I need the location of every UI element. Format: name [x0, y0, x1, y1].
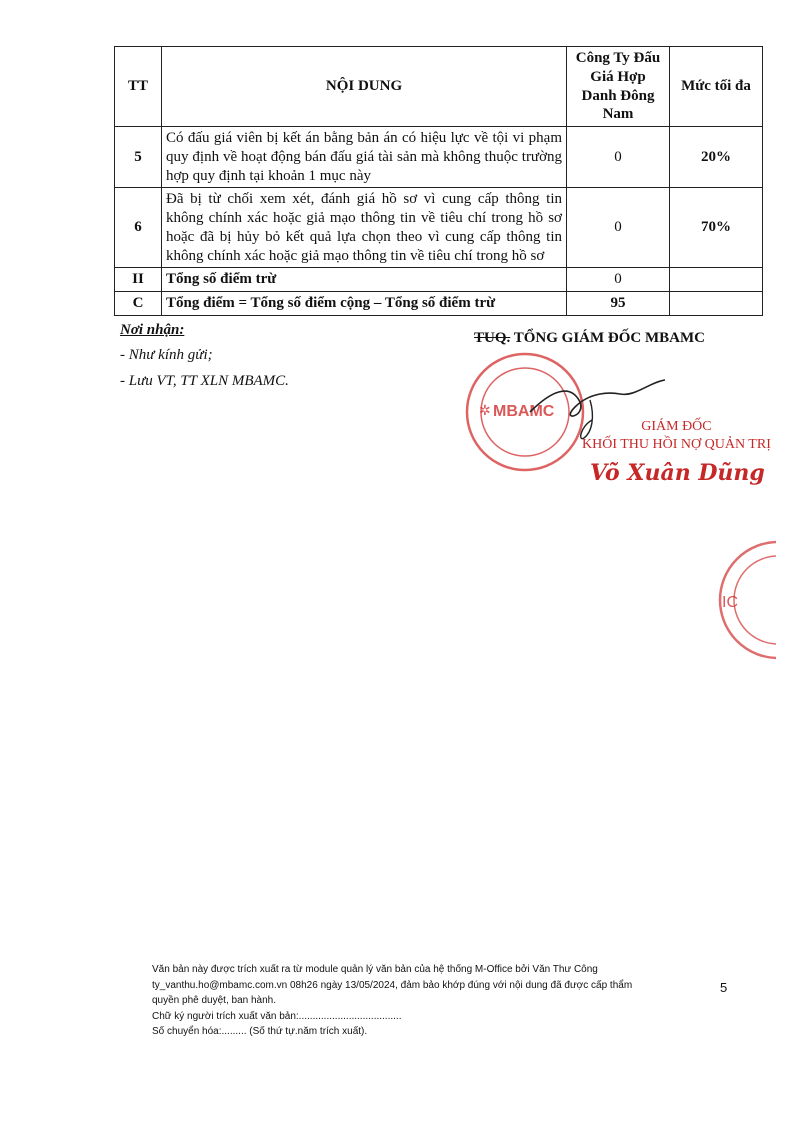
summary-company-score: 95: [567, 292, 670, 316]
signer-role-line1: GIÁM ĐỐC: [641, 419, 712, 434]
header-tt: TT: [115, 47, 162, 127]
signature-prefix: TUQ.: [474, 330, 511, 346]
row-content: Đã bị từ chối xem xét, đánh giá hồ sơ vì cung cấp thông tin không chính xác hoặc giả mạo thông tin về tiêu chí trong hồ sơ hoặc đã bị hủy bỏ kết quả lựa chọn theo vì cung cấp thông tin không chính xác hoặc giả mạo thông tin về tiêu chí trong hồ sơ: [162, 188, 567, 268]
scoring-table: [114, 46, 763, 316]
stamp-text: MBAMC: [493, 403, 555, 420]
row-company-score: 0: [567, 127, 670, 188]
footer-line: ty_vanthu.ho@mbamc.com.vn 08h26 ngày 13/05/2024, đảm bảo khớp đúng với nội dung đã được cấp thẩm: [152, 979, 633, 991]
row-company-score: 0: [567, 188, 670, 268]
recipient-line: - Lưu VT, TT XLN MBAMC.: [120, 373, 289, 389]
table-row: [115, 188, 763, 268]
row-content: Có đấu giá viên bị kết án bằng bản án có hiệu lực về tội vi phạm quy định về hoạt động bán đấu giá tài sản mà không thuộc trường hợp quy định tại khoản 1 mục này: [162, 127, 567, 188]
table-row: [115, 127, 763, 188]
summary-content: Tổng điểm = Tổng số điểm cộng – Tổng số điểm trừ: [162, 292, 567, 316]
summary-content: Tổng số điểm trừ: [162, 268, 567, 292]
row-tt: 5: [115, 127, 162, 188]
signature-title: [474, 330, 705, 347]
header-content: NỘI DUNG: [162, 47, 567, 127]
signature-position: TỔNG GIÁM ĐỐC MBAMC: [510, 330, 705, 346]
summary-tt: C: [115, 292, 162, 316]
footer-line: quyền phê duyệt, ban hành.: [152, 995, 276, 1006]
footer-line: Văn bản này được trích xuất ra từ module quản lý văn bản của hệ thống M-Office bởi Văn Thư Công: [152, 964, 598, 975]
summary-tt: II: [115, 268, 162, 292]
footer-line: Chữ ký người trích xuất văn bản:.....................................: [152, 1010, 402, 1022]
summary-row: [115, 268, 763, 292]
page-number: 5: [720, 980, 728, 995]
header-max: Mức tối đa: [670, 47, 763, 127]
recipients-title: Nơi nhận:: [120, 322, 185, 338]
footer-line: Số chuyển hóa:......... (Số thứ tự.năm trích xuất).: [152, 1026, 368, 1037]
summary-max: [670, 268, 763, 292]
row-max-score: 20%: [670, 127, 763, 188]
recipient-line: - Như kính gửi;: [120, 347, 213, 363]
header-company: Công Ty Đấu Giá Hợp Danh Đông Nam: [567, 47, 670, 127]
signer-role-line2: KHỐI THU HỒI NỢ QUẢN TRỊ: [582, 436, 771, 452]
row-max-score: 70%: [670, 188, 763, 268]
summary-max: [670, 292, 763, 316]
summary-row: [115, 292, 763, 316]
recipients-block: [120, 322, 289, 399]
signer-name: Võ Xuân Dũng: [590, 460, 765, 486]
partial-seal-icon: [716, 535, 776, 665]
svg-text:✲: ✲: [479, 404, 491, 419]
extraction-footer: [152, 962, 672, 1040]
summary-company-score: 0: [567, 268, 670, 292]
svg-text:IC: IC: [722, 594, 738, 611]
table-header-row: [115, 47, 763, 127]
row-tt: 6: [115, 188, 162, 268]
signer-role: [582, 418, 771, 453]
